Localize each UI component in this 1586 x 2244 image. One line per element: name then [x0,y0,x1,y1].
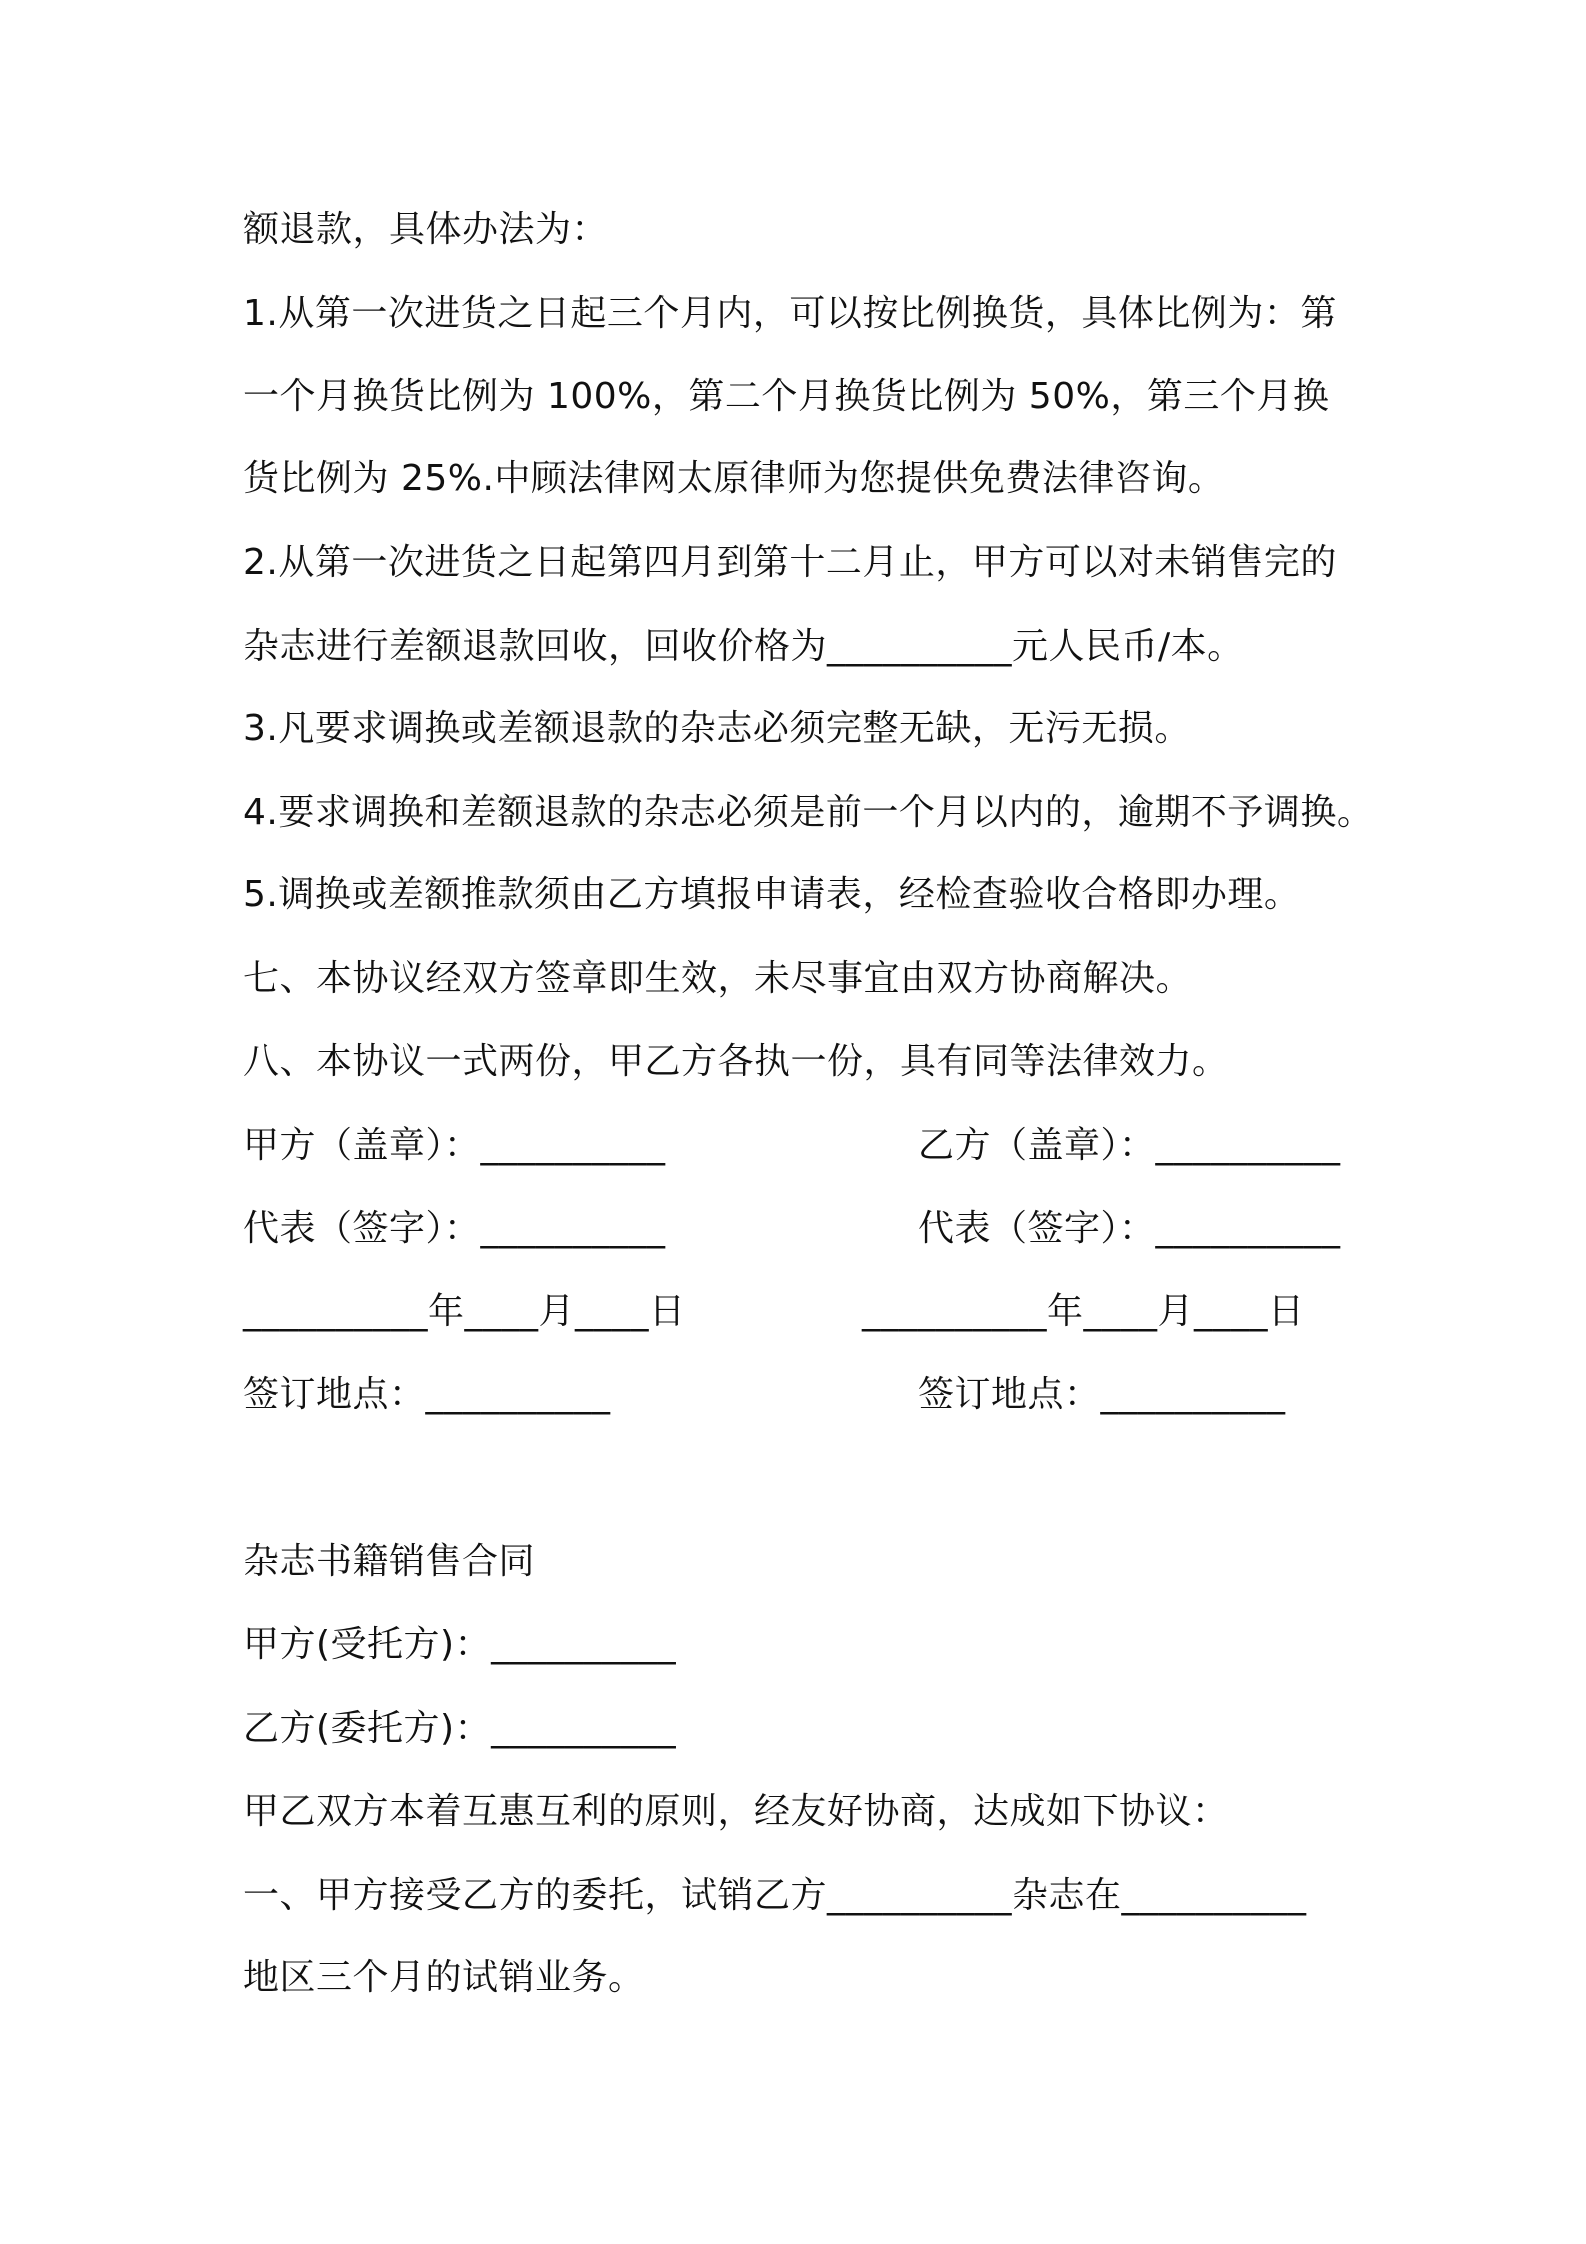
party-b-seal-line: 乙方（盖章）：__________ [918,1125,1341,1166]
party-b-representative-line: 代表（签字）：__________ [918,1208,1341,1249]
contract-title: 杂志书籍销售合同 [243,1541,536,1582]
clause-1-line-1: 一、甲方接受乙方的委托，试销乙方__________杂志在__________ [243,1875,1307,1916]
party-b-entrusting-line: 乙方(委托方)：__________ [243,1708,677,1749]
paragraph-line: 七、本协议经双方签章即生效，未尽事宜由双方协商解决。 [243,958,1193,999]
paragraph-line: 货比例为 25%.中顾法律网太原律师为您提供免费法律咨询。 [243,458,1225,499]
party-a-place-line: 签订地点：__________ [243,1374,611,1415]
paragraph-line: 一个月换货比例为 100%，第二个月换货比例为 50%，第三个月换 [243,376,1330,417]
party-a-representative-line: 代表（签字）：__________ [243,1208,666,1249]
intro-paragraph: 甲乙双方本着互惠互利的原则，经友好协商，达成如下协议： [243,1791,1229,1832]
paragraph-line: 1.从第一次进货之日起三个月内，可以按比例换货，具体比例为：第 [243,293,1337,334]
paragraph-line: 八、本协议一式两份，甲乙方各执一份，具有同等法律效力。 [243,1041,1229,1082]
paragraph-line: 额退款，具体办法为： [243,209,609,250]
paragraph-line: 4.要求调换和差额退款的杂志必须是前一个月以内的，逾期不予调换。 [243,792,1374,833]
paragraph-line: 2.从第一次进货之日起第四月到第十二月止，甲方可以对未销售完的 [243,542,1337,583]
paragraph-line: 5.调换或差额推款须由乙方填报申请表，经检查验收合格即办理。 [243,874,1301,915]
paragraph-line: 杂志进行差额退款回收，回收价格为__________元人民币/本。 [243,626,1244,667]
party-a-entrusted-line: 甲方(受托方)：__________ [243,1624,677,1665]
paragraph-line: 3.凡要求调换或差额退款的杂志必须完整无缺，无污无损。 [243,708,1191,749]
party-a-date-line: __________年____月____日 [243,1291,686,1332]
party-b-date-line: __________年____月____日 [862,1291,1305,1332]
clause-1-line-2: 地区三个月的试销业务。 [243,1957,645,1998]
party-a-seal-line: 甲方（盖章）：__________ [243,1125,666,1166]
party-b-place-line: 签订地点：__________ [918,1374,1286,1415]
